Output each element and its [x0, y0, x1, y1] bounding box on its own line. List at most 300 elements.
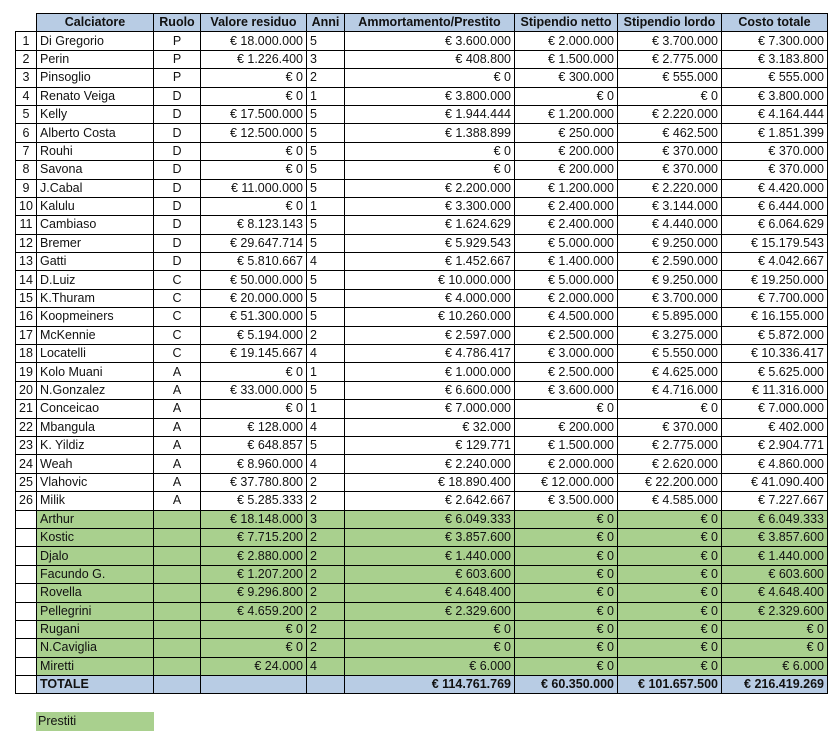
net-salary-cell[interactable]: € 0 [515, 584, 618, 602]
years-cell[interactable]: 1 [307, 197, 345, 215]
gross-salary-cell[interactable]: € 370.000 [618, 142, 722, 160]
amortization-cell[interactable]: € 2.329.600 [345, 602, 515, 620]
role-cell[interactable]: D [154, 216, 201, 234]
net-salary-cell[interactable]: € 1.200.000 [515, 105, 618, 123]
net-salary-cell[interactable]: € 0 [515, 400, 618, 418]
gross-salary-cell[interactable]: € 0 [618, 565, 722, 583]
role-cell[interactable]: A [154, 400, 201, 418]
years-cell[interactable]: 4 [307, 418, 345, 436]
loan-player-name-cell[interactable]: Rugani [37, 620, 154, 638]
total-cost-cell[interactable]: € 7.227.667 [722, 492, 828, 510]
role-cell[interactable]: A [154, 381, 201, 399]
player-name-cell[interactable]: Rouhi [37, 142, 154, 160]
net-salary-cell[interactable]: € 0 [515, 602, 618, 620]
player-name-cell[interactable]: Di Gregorio [37, 32, 154, 50]
player-name-cell[interactable]: Mbangula [37, 418, 154, 436]
gross-salary-cell[interactable]: € 9.250.000 [618, 234, 722, 252]
years-cell[interactable]: 5 [307, 436, 345, 454]
residual-value-cell[interactable]: € 0 [201, 400, 307, 418]
player-name-cell[interactable]: McKennie [37, 326, 154, 344]
gross-salary-cell[interactable]: € 0 [618, 602, 722, 620]
total-cost-cell[interactable]: € 3.857.600 [722, 528, 828, 546]
residual-value-cell[interactable]: € 1.226.400 [201, 50, 307, 68]
years-cell[interactable]: 2 [307, 492, 345, 510]
residual-value-cell[interactable]: € 0 [201, 197, 307, 215]
years-cell[interactable]: 5 [307, 179, 345, 197]
residual-value-cell[interactable]: € 0 [201, 639, 307, 657]
net-salary-cell[interactable]: € 2.400.000 [515, 197, 618, 215]
amortization-cell[interactable]: € 4.786.417 [345, 345, 515, 363]
role-cell[interactable]: A [154, 436, 201, 454]
player-name-cell[interactable]: Kelly [37, 105, 154, 123]
years-cell[interactable]: 5 [307, 142, 345, 160]
amortization-cell[interactable]: € 1.452.667 [345, 253, 515, 271]
net-salary-cell[interactable]: € 200.000 [515, 142, 618, 160]
loan-player-name-cell[interactable]: Djalo [37, 547, 154, 565]
total-cost-cell[interactable]: € 3.800.000 [722, 87, 828, 105]
years-cell[interactable]: 2 [307, 639, 345, 657]
gross-salary-cell[interactable]: € 3.700.000 [618, 289, 722, 307]
years-cell[interactable]: 4 [307, 345, 345, 363]
row-number [16, 547, 37, 565]
role-cell[interactable]: C [154, 326, 201, 344]
gross-salary-cell[interactable]: € 2.775.000 [618, 436, 722, 454]
role-cell[interactable]: D [154, 179, 201, 197]
net-salary-cell[interactable]: € 3.000.000 [515, 345, 618, 363]
years-cell[interactable]: 5 [307, 161, 345, 179]
player-name-cell[interactable]: Conceicao [37, 400, 154, 418]
residual-value-cell[interactable]: € 19.145.667 [201, 345, 307, 363]
header-ammortamento[interactable]: Ammortamento/Prestito [345, 14, 515, 32]
net-salary-cell[interactable]: € 2.500.000 [515, 326, 618, 344]
player-name-cell[interactable]: Locatelli [37, 345, 154, 363]
residual-value-cell[interactable]: € 17.500.000 [201, 105, 307, 123]
role-cell[interactable] [154, 639, 201, 657]
loan-player-name-cell[interactable]: Miretti [37, 657, 154, 675]
gross-salary-cell[interactable]: € 0 [618, 620, 722, 638]
role-cell[interactable] [154, 657, 201, 675]
residual-value-cell[interactable]: € 11.000.000 [201, 179, 307, 197]
residual-value-cell[interactable]: € 2.880.000 [201, 547, 307, 565]
total-cost-cell[interactable]: € 4.164.444 [722, 105, 828, 123]
residual-value-cell[interactable]: € 24.000 [201, 657, 307, 675]
role-cell[interactable] [154, 528, 201, 546]
gross-salary-cell[interactable]: € 4.625.000 [618, 363, 722, 381]
amortization-cell[interactable]: € 0 [345, 620, 515, 638]
residual-value-cell[interactable]: € 4.659.200 [201, 602, 307, 620]
total-cost-cell[interactable]: € 16.155.000 [722, 308, 828, 326]
gross-salary-cell[interactable]: € 4.716.000 [618, 381, 722, 399]
net-salary-cell[interactable]: € 250.000 [515, 124, 618, 142]
loan-player-name-cell[interactable]: Arthur [37, 510, 154, 528]
total-cost-cell[interactable]: € 5.872.000 [722, 326, 828, 344]
amortization-cell[interactable]: € 2.200.000 [345, 179, 515, 197]
net-salary-cell[interactable]: € 200.000 [515, 161, 618, 179]
player-name-cell[interactable]: Renato Veiga [37, 87, 154, 105]
gross-salary-cell[interactable]: € 4.585.000 [618, 492, 722, 510]
total-cost-cell[interactable]: € 7.300.000 [722, 32, 828, 50]
years-cell[interactable]: 3 [307, 510, 345, 528]
header-calciatore[interactable]: Calciatore [37, 14, 154, 32]
total-cost-cell[interactable]: € 4.648.400 [722, 584, 828, 602]
gross-salary-cell[interactable]: € 9.250.000 [618, 271, 722, 289]
gross-salary-cell[interactable]: € 5.550.000 [618, 345, 722, 363]
net-salary-cell[interactable]: € 5.000.000 [515, 234, 618, 252]
total-cost-cell[interactable]: € 15.179.543 [722, 234, 828, 252]
amortization-cell[interactable]: € 129.771 [345, 436, 515, 454]
amortization-cell[interactable]: € 7.000.000 [345, 400, 515, 418]
net-salary-cell[interactable]: € 3.500.000 [515, 492, 618, 510]
role-cell[interactable]: A [154, 473, 201, 491]
residual-value-cell[interactable]: € 18.148.000 [201, 510, 307, 528]
loan-player-name-cell[interactable]: Pellegrini [37, 602, 154, 620]
total-cost-cell[interactable]: € 2.904.771 [722, 436, 828, 454]
player-name-cell[interactable]: Bremer [37, 234, 154, 252]
years-cell[interactable]: 4 [307, 657, 345, 675]
amortization-cell[interactable]: € 32.000 [345, 418, 515, 436]
player-name-cell[interactable]: Perin [37, 50, 154, 68]
total-cost-cell[interactable]: € 1.851.399 [722, 124, 828, 142]
player-name-cell[interactable]: Kalulu [37, 197, 154, 215]
residual-value-cell[interactable]: € 20.000.000 [201, 289, 307, 307]
net-salary-cell[interactable]: € 12.000.000 [515, 473, 618, 491]
player-name-cell[interactable]: Pinsoglio [37, 69, 154, 87]
amortization-cell[interactable]: € 5.929.543 [345, 234, 515, 252]
years-cell[interactable]: 2 [307, 602, 345, 620]
gross-salary-cell[interactable]: € 2.620.000 [618, 455, 722, 473]
role-cell[interactable]: P [154, 32, 201, 50]
gross-salary-cell[interactable]: € 0 [618, 87, 722, 105]
role-cell[interactable] [154, 510, 201, 528]
years-cell[interactable]: 4 [307, 253, 345, 271]
player-name-cell[interactable]: K. Yildiz [37, 436, 154, 454]
net-salary-cell[interactable]: € 0 [515, 510, 618, 528]
years-cell[interactable]: 5 [307, 216, 345, 234]
player-row [16, 326, 828, 344]
total-cost-cell[interactable]: € 5.625.000 [722, 363, 828, 381]
row-number: 12 [16, 234, 37, 252]
net-salary-cell[interactable]: € 0 [515, 620, 618, 638]
player-name-cell[interactable]: Gatti [37, 253, 154, 271]
role-cell[interactable]: D [154, 197, 201, 215]
amortization-cell[interactable]: € 2.642.667 [345, 492, 515, 510]
residual-value-cell[interactable]: € 18.000.000 [201, 32, 307, 50]
residual-value-cell[interactable]: € 0 [201, 363, 307, 381]
total-cost-cell[interactable]: € 7.700.000 [722, 289, 828, 307]
net-salary-cell[interactable]: € 2.500.000 [515, 363, 618, 381]
header-valore-residuo[interactable]: Valore residuo [201, 14, 307, 32]
total-cost-cell[interactable]: € 1.440.000 [722, 547, 828, 565]
amortization-cell[interactable]: € 10.260.000 [345, 308, 515, 326]
total-cost-cell[interactable]: € 6.000 [722, 657, 828, 675]
years-cell[interactable]: 5 [307, 308, 345, 326]
player-name-cell[interactable]: Vlahovic [37, 473, 154, 491]
role-cell[interactable]: A [154, 492, 201, 510]
loan-player-name-cell[interactable]: Kostic [37, 528, 154, 546]
total-cost-cell[interactable]: € 4.042.667 [722, 253, 828, 271]
amortization-cell[interactable]: € 1.388.899 [345, 124, 515, 142]
residual-value-cell[interactable]: € 50.000.000 [201, 271, 307, 289]
player-name-cell[interactable]: Milik [37, 492, 154, 510]
net-salary-cell[interactable]: € 0 [515, 657, 618, 675]
years-cell[interactable]: 5 [307, 32, 345, 50]
amortization-cell[interactable]: € 2.240.000 [345, 455, 515, 473]
residual-value-cell[interactable]: € 1.207.200 [201, 565, 307, 583]
totals-net-salary[interactable]: € 60.350.000 [515, 676, 618, 694]
amortization-cell[interactable]: € 1.624.629 [345, 216, 515, 234]
net-salary-cell[interactable]: € 0 [515, 87, 618, 105]
gross-salary-cell[interactable]: € 370.000 [618, 418, 722, 436]
gross-salary-cell[interactable]: € 2.775.000 [618, 50, 722, 68]
total-cost-cell[interactable]: € 603.600 [722, 565, 828, 583]
player-name-cell[interactable]: Koopmeiners [37, 308, 154, 326]
player-name-cell[interactable]: Cambiaso [37, 216, 154, 234]
player-name-cell[interactable]: K.Thuram [37, 289, 154, 307]
player-name-cell[interactable]: Kolo Muani [37, 363, 154, 381]
net-salary-cell[interactable]: € 1.500.000 [515, 436, 618, 454]
net-salary-cell[interactable]: € 0 [515, 639, 618, 657]
total-cost-cell[interactable]: € 4.420.000 [722, 179, 828, 197]
role-cell[interactable] [154, 565, 201, 583]
years-cell[interactable]: 5 [307, 105, 345, 123]
player-name-cell[interactable]: Alberto Costa [37, 124, 154, 142]
loan-player-name-cell[interactable]: Rovella [37, 584, 154, 602]
net-salary-cell[interactable]: € 2.000.000 [515, 289, 618, 307]
gross-salary-cell[interactable]: € 0 [618, 584, 722, 602]
role-cell[interactable] [154, 620, 201, 638]
net-salary-cell[interactable]: € 2.000.000 [515, 455, 618, 473]
role-cell[interactable]: C [154, 289, 201, 307]
years-cell[interactable]: 1 [307, 363, 345, 381]
gross-salary-cell[interactable]: € 5.895.000 [618, 308, 722, 326]
total-cost-cell[interactable]: € 6.049.333 [722, 510, 828, 528]
amortization-cell[interactable]: € 3.300.000 [345, 197, 515, 215]
gross-salary-cell[interactable]: € 0 [618, 528, 722, 546]
total-cost-cell[interactable]: € 11.316.000 [722, 381, 828, 399]
residual-value-cell[interactable]: € 7.715.200 [201, 528, 307, 546]
role-cell[interactable]: D [154, 253, 201, 271]
gross-salary-cell[interactable]: € 0 [618, 639, 722, 657]
net-salary-cell[interactable]: € 0 [515, 528, 618, 546]
years-cell[interactable]: 5 [307, 271, 345, 289]
loan-player-name-cell[interactable]: N.Caviglia [37, 639, 154, 657]
years-cell[interactable]: 3 [307, 50, 345, 68]
years-cell[interactable]: 2 [307, 326, 345, 344]
role-cell[interactable]: D [154, 87, 201, 105]
residual-value-cell[interactable]: € 9.296.800 [201, 584, 307, 602]
role-cell[interactable]: C [154, 345, 201, 363]
amortization-cell[interactable]: € 4.648.400 [345, 584, 515, 602]
residual-value-cell[interactable]: € 5.285.333 [201, 492, 307, 510]
total-cost-cell[interactable]: € 2.329.600 [722, 602, 828, 620]
role-cell[interactable]: P [154, 69, 201, 87]
player-name-cell[interactable]: Weah [37, 455, 154, 473]
years-cell[interactable]: 5 [307, 289, 345, 307]
gross-salary-cell[interactable]: € 0 [618, 510, 722, 528]
role-cell[interactable]: D [154, 105, 201, 123]
net-salary-cell[interactable]: € 0 [515, 547, 618, 565]
residual-value-cell[interactable]: € 648.857 [201, 436, 307, 454]
gross-salary-cell[interactable]: € 0 [618, 657, 722, 675]
gross-salary-cell[interactable]: € 2.220.000 [618, 179, 722, 197]
gross-salary-cell[interactable]: € 2.220.000 [618, 105, 722, 123]
total-cost-cell[interactable]: € 4.860.000 [722, 455, 828, 473]
years-cell[interactable]: 4 [307, 455, 345, 473]
total-cost-cell[interactable]: € 7.000.000 [722, 400, 828, 418]
years-cell[interactable]: 2 [307, 565, 345, 583]
role-cell[interactable]: D [154, 124, 201, 142]
loan-row [16, 528, 828, 546]
row-number: 6 [16, 124, 37, 142]
years-cell[interactable]: 5 [307, 381, 345, 399]
amortization-cell[interactable]: € 0 [345, 142, 515, 160]
amortization-cell[interactable]: € 3.857.600 [345, 528, 515, 546]
header-stipendio-lordo[interactable]: Stipendio lordo [618, 14, 722, 32]
total-cost-cell[interactable]: € 6.064.629 [722, 216, 828, 234]
role-cell[interactable]: A [154, 363, 201, 381]
residual-value-cell[interactable]: € 0 [201, 161, 307, 179]
total-cost-cell[interactable]: € 370.000 [722, 142, 828, 160]
total-cost-cell[interactable]: € 555.000 [722, 69, 828, 87]
total-cost-cell[interactable]: € 402.000 [722, 418, 828, 436]
years-cell[interactable]: 2 [307, 620, 345, 638]
gross-salary-cell[interactable]: € 3.144.000 [618, 197, 722, 215]
years-cell[interactable]: 2 [307, 473, 345, 491]
residual-value-cell[interactable]: € 0 [201, 87, 307, 105]
totals-gross-salary[interactable]: € 101.657.500 [618, 676, 722, 694]
net-salary-cell[interactable]: € 1.500.000 [515, 50, 618, 68]
net-salary-cell[interactable]: € 200.000 [515, 418, 618, 436]
total-cost-cell[interactable]: € 41.090.400 [722, 473, 828, 491]
loan-player-name-cell[interactable]: Facundo G. [37, 565, 154, 583]
amortization-cell[interactable]: € 1.440.000 [345, 547, 515, 565]
player-name-cell[interactable]: D.Luiz [37, 271, 154, 289]
amortization-cell[interactable]: € 1.000.000 [345, 363, 515, 381]
gross-salary-cell[interactable]: € 370.000 [618, 161, 722, 179]
role-cell[interactable] [154, 584, 201, 602]
years-cell[interactable]: 1 [307, 400, 345, 418]
residual-value-cell[interactable]: € 5.810.667 [201, 253, 307, 271]
residual-value-cell[interactable]: € 128.000 [201, 418, 307, 436]
gross-salary-cell[interactable]: € 0 [618, 547, 722, 565]
residual-value-cell[interactable]: € 12.500.000 [201, 124, 307, 142]
residual-value-cell[interactable]: € 0 [201, 620, 307, 638]
residual-value-cell[interactable]: € 8.960.000 [201, 455, 307, 473]
amortization-cell[interactable]: € 6.000 [345, 657, 515, 675]
amortization-cell[interactable]: € 1.944.444 [345, 105, 515, 123]
header-costo-totale[interactable]: Costo totale [722, 14, 828, 32]
residual-value-cell[interactable]: € 51.300.000 [201, 308, 307, 326]
net-salary-cell[interactable]: € 4.500.000 [515, 308, 618, 326]
years-cell[interactable]: 5 [307, 124, 345, 142]
total-cost-cell[interactable]: € 0 [722, 639, 828, 657]
role-cell[interactable]: C [154, 308, 201, 326]
residual-value-cell[interactable]: € 0 [201, 69, 307, 87]
amortization-cell[interactable]: € 18.890.400 [345, 473, 515, 491]
residual-value-cell[interactable]: € 29.647.714 [201, 234, 307, 252]
role-cell[interactable]: A [154, 418, 201, 436]
gross-salary-cell[interactable]: € 2.590.000 [618, 253, 722, 271]
player-name-cell[interactable]: N.Gonzalez [37, 381, 154, 399]
net-salary-cell[interactable]: € 2.000.000 [515, 32, 618, 50]
years-cell[interactable]: 2 [307, 584, 345, 602]
amortization-cell[interactable]: € 0 [345, 161, 515, 179]
total-cost-cell[interactable]: € 370.000 [722, 161, 828, 179]
row-number: 15 [16, 289, 37, 307]
total-cost-cell[interactable]: € 19.250.000 [722, 271, 828, 289]
amortization-cell[interactable]: € 2.597.000 [345, 326, 515, 344]
role-cell[interactable]: A [154, 455, 201, 473]
net-salary-cell[interactable]: € 5.000.000 [515, 271, 618, 289]
header-anni[interactable]: Anni [307, 14, 345, 32]
player-row [16, 105, 828, 123]
player-name-cell[interactable]: Savona [37, 161, 154, 179]
role-cell[interactable] [154, 547, 201, 565]
residual-value-cell[interactable]: € 8.123.143 [201, 216, 307, 234]
net-salary-cell[interactable]: € 1.200.000 [515, 179, 618, 197]
role-cell[interactable]: P [154, 50, 201, 68]
role-cell[interactable]: D [154, 142, 201, 160]
years-cell[interactable]: 2 [307, 547, 345, 565]
net-salary-cell[interactable]: € 1.400.000 [515, 253, 618, 271]
amortization-cell[interactable]: € 6.049.333 [345, 510, 515, 528]
amortization-cell[interactable]: € 3.600.000 [345, 32, 515, 50]
role-cell[interactable]: D [154, 234, 201, 252]
gross-salary-cell[interactable]: € 22.200.000 [618, 473, 722, 491]
header-ruolo[interactable]: Ruolo [154, 14, 201, 32]
net-salary-cell[interactable]: € 2.400.000 [515, 216, 618, 234]
gross-salary-cell[interactable]: € 462.500 [618, 124, 722, 142]
gross-salary-cell[interactable]: € 3.275.000 [618, 326, 722, 344]
years-cell[interactable]: 2 [307, 69, 345, 87]
amortization-cell[interactable]: € 408.800 [345, 50, 515, 68]
net-salary-cell[interactable]: € 0 [515, 565, 618, 583]
gross-salary-cell[interactable]: € 555.000 [618, 69, 722, 87]
net-salary-cell[interactable]: € 300.000 [515, 69, 618, 87]
total-cost-cell[interactable]: € 3.183.800 [722, 50, 828, 68]
total-cost-cell[interactable]: € 0 [722, 620, 828, 638]
gross-salary-cell[interactable]: € 4.440.000 [618, 216, 722, 234]
residual-value-cell[interactable]: € 37.780.800 [201, 473, 307, 491]
net-salary-cell[interactable]: € 3.600.000 [515, 381, 618, 399]
amortization-cell[interactable]: € 0 [345, 639, 515, 657]
residual-value-cell[interactable]: € 33.000.000 [201, 381, 307, 399]
total-cost-cell[interactable]: € 10.336.417 [722, 345, 828, 363]
amortization-cell[interactable]: € 0 [345, 69, 515, 87]
header-stipendio-netto[interactable]: Stipendio netto [515, 14, 618, 32]
amortization-cell[interactable]: € 6.600.000 [345, 381, 515, 399]
amortization-cell[interactable]: € 10.000.000 [345, 271, 515, 289]
amortization-cell[interactable]: € 603.600 [345, 565, 515, 583]
years-cell[interactable]: 1 [307, 87, 345, 105]
gross-salary-cell[interactable]: € 3.700.000 [618, 32, 722, 50]
totals-amortization[interactable]: € 114.761.769 [345, 676, 515, 694]
row-number: 2 [16, 50, 37, 68]
years-cell[interactable]: 2 [307, 528, 345, 546]
amortization-cell[interactable]: € 3.800.000 [345, 87, 515, 105]
role-cell[interactable] [154, 602, 201, 620]
total-cost-cell[interactable]: € 6.444.000 [722, 197, 828, 215]
years-cell[interactable]: 5 [307, 234, 345, 252]
role-cell[interactable]: D [154, 161, 201, 179]
role-cell[interactable]: C [154, 271, 201, 289]
player-name-cell[interactable]: J.Cabal [37, 179, 154, 197]
amortization-cell[interactable]: € 4.000.000 [345, 289, 515, 307]
residual-value-cell[interactable]: € 0 [201, 142, 307, 160]
gross-salary-cell[interactable]: € 0 [618, 400, 722, 418]
totals-total-cost[interactable]: € 216.419.269 [722, 676, 828, 694]
residual-value-cell[interactable]: € 5.194.000 [201, 326, 307, 344]
